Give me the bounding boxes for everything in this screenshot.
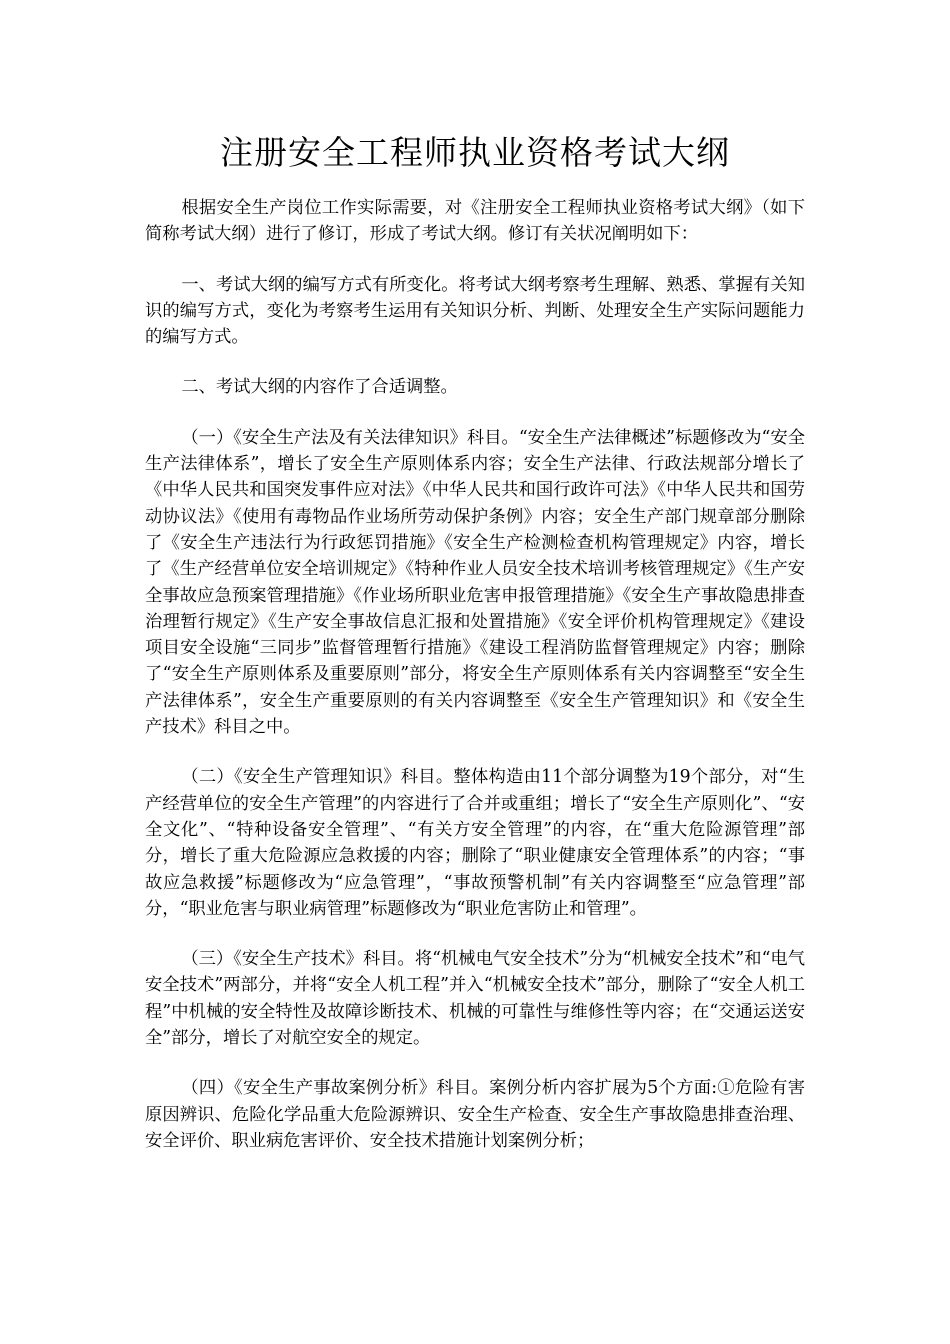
document-body — [145, 195, 805, 1178]
paragraph-section-2: 二、考试大纲的内容作了合适调整。 — [181, 377, 458, 398]
paragraph-subsection-4: （四）《安全生产事故案例分析》科目。案例分析内容扩展为5个方面:①危险有害原因辨识、危险化学品重大危险源辨识、安全生产检查、安全生产事故隐患排查治理、安全评价、职业病危害评价、安全技术措施计划案例分析； — [145, 1078, 805, 1151]
document-title: 注册安全工程师执业资格考试大纲 — [220, 133, 730, 172]
paragraph-intro: 根据安全生产岗位工作实际需要，对《注册安全工程师执业资格考试大纲》（如下简称考试大纲）进行了修订，形成了考试大纲。修订有关状况阐明如下： — [145, 198, 805, 245]
paragraph-subsection-1: （一）《安全生产法及有关法律知识》科目。“安全生产法律概述”标题修改为“安全生产法律体系”，增长了安全生产原则体系内容；安全生产法律、行政法规部分增长了《中华人民共和国突发事件应对法》《中华人民共和国行政许可法》《中华人民共和国劳动协议法》《使用有毒物品作业场所劳动保护条例》内容；安全生产部门规章部分删除了《安全生产违法行为行政惩罚措施》《安全生产检测检查机构管理规定》内容，增长了《生产经营单位安全培训规定》《特种作业人员安全技术培训考核管理规定》《生产安全事故应急预案管理措施》《作业场所职业危害申报管理措施》《安全生产事故隐患排查治理暂行规定》《生产安全事故信息汇报和处置措施》《安全评价机构管理规定》《建设项目安全设施“三同步”监督管理暂行措施》《建设工程消防监督管理规定》内容；删除了“安全生产原则体系及重要原则”部分，将安全生产原则体系有关内容调整至“安全生产法律体系”，安全生产重要原则的有关内容调整至《安全生产管理知识》和《安全生产技术》科目之中。 — [145, 427, 805, 738]
paragraph-section-1: 一、考试大纲的编写方式有所变化。将考试大纲考察考生理解、熟悉、掌握有关知识的编写方式，变化为考察考生运用有关知识分析、判断、处理安全生产实际问题能力的编写方式。 — [145, 274, 805, 348]
paragraph-subsection-2: （二）《安全生产管理知识》科目。整体构造由11个部分调整为19个部分，对“生产经营单位的安全生产管理”的内容进行了合并或重组；增长了“安全生产原则化”、“安全文化”、“特种设备安全管理”、“有关方安全管理”的内容，在“重大危险源管理”部分，增长了重大危险源应急救援的内容；删除了“职业健康安全管理体系”的内容；“事故应急救援”标题修改为“应急管理”，“事故预警机制”有关内容调整至“应急管理”部分，“职业危害与职业病管理”标题修改为“职业危害防止和管理”。 — [145, 767, 805, 919]
paragraph-subsection-3: （三）《安全生产技术》科目。将“机械电气安全技术”分为“机械安全技术”和“电气安全技术”两部分，并将“安全人机工程”并入“机械安全技术”部分，删除了“安全人机工程”中机械的安全特性及故障诊断技术、机械的可靠性与维修性等内容；在“交通运送安全”部分，增长了对航空安全的规定。 — [145, 949, 805, 1049]
